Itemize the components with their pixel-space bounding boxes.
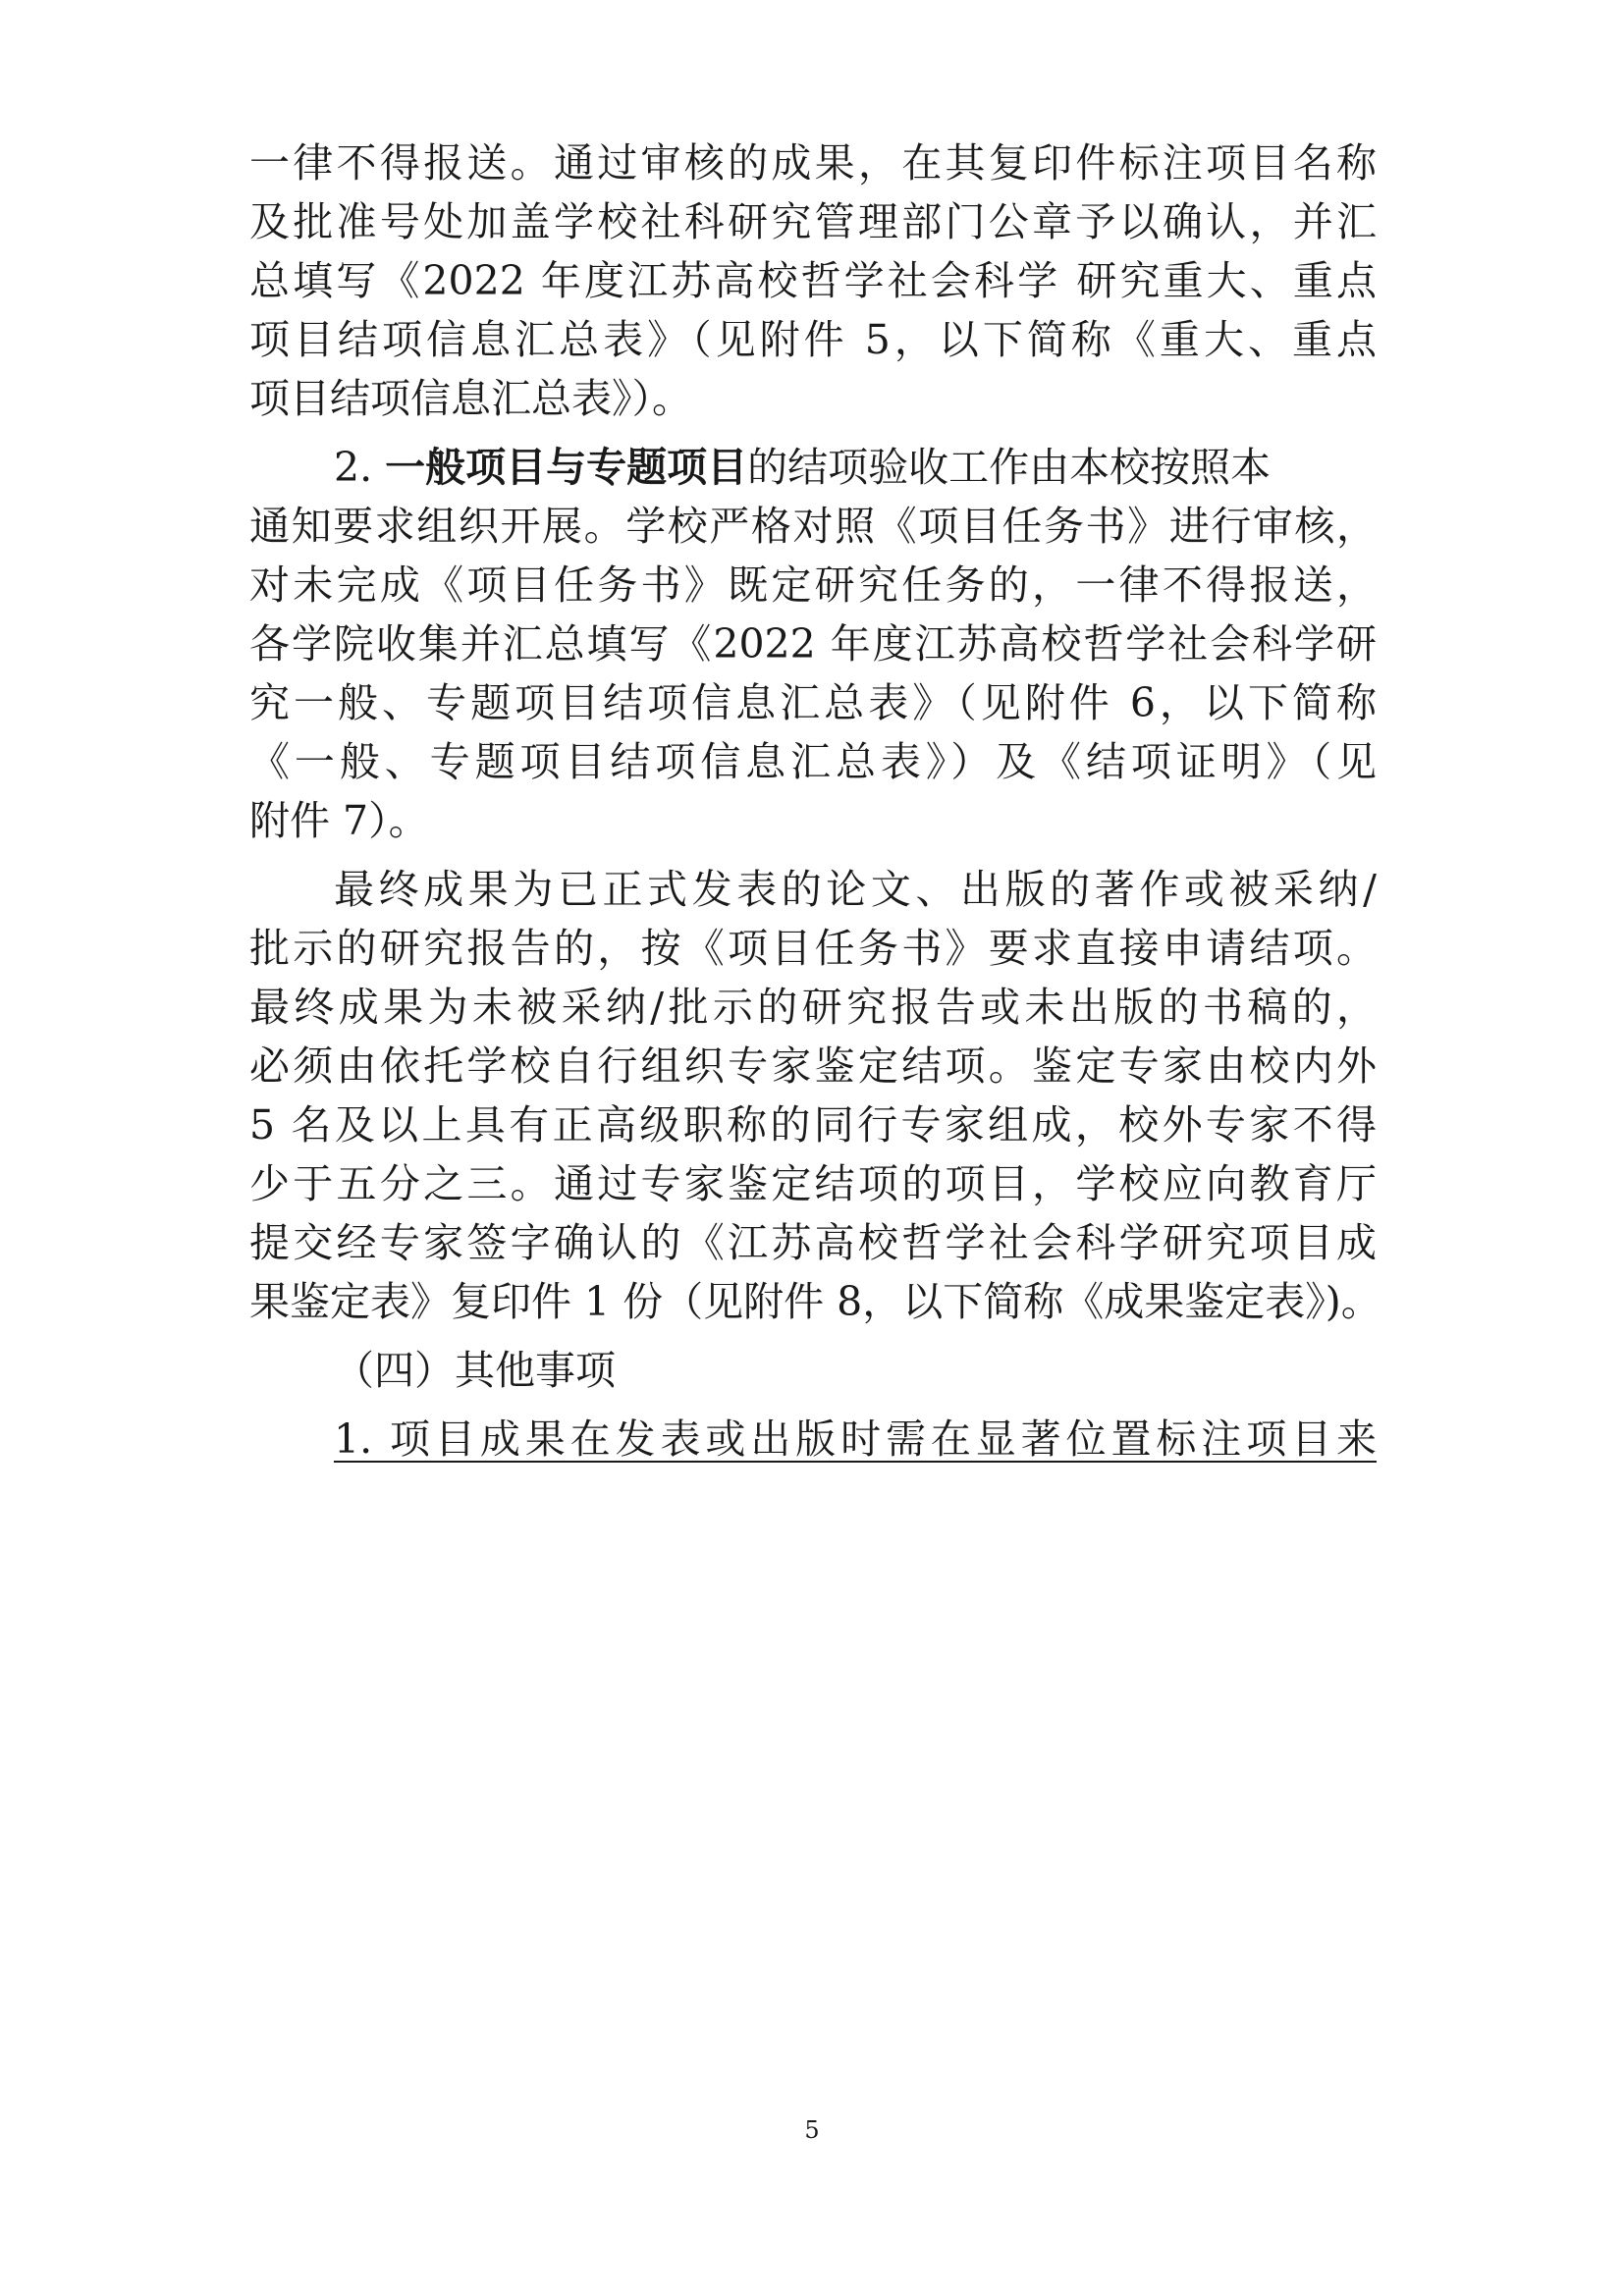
underlined-item-text: 1. 项目成果在发表或出版时需在显著位置标注项目来	[334, 1415, 1377, 1463]
body-text-line: 究一般、专题项目结项信息汇总表》（见附件 6，以下简称	[249, 679, 1377, 726]
body-text-line: 5 名及以上具有正高级职称的同行专家组成，校外专家不得	[249, 1101, 1377, 1148]
body-text-line: 一律不得报送。通过审核的成果，在其复印件标注项目名称	[249, 139, 1377, 187]
section-heading: （四）其他事项	[334, 1347, 616, 1394]
page-number: 5	[804, 2116, 820, 2144]
body-text-line: 项目结项信息汇总表》（见附件 5，以下简称《重大、重点	[249, 316, 1377, 363]
body-text-line: 对未完成《项目任务书》既定研究任务的，一律不得报送，	[249, 561, 1377, 609]
body-text-line: 批示的研究报告的，按《项目任务书》要求直接申请结项。	[249, 925, 1377, 972]
body-text-line: 必须由依托学校自行组织专家鉴定结项。鉴定专家由校内外	[249, 1042, 1377, 1090]
body-text-line: 附件 7）。	[249, 797, 429, 844]
body-text-line: 项目结项信息汇总表》）。	[249, 375, 692, 422]
item-number: 2.	[334, 444, 373, 491]
body-text-line: 总填写《2022 年度江苏高校哲学社会科学 研究重大、重点	[249, 257, 1377, 304]
body-text-line: 通知要求组织开展。学校严格对照《项目任务书》进行审核，	[249, 503, 1377, 550]
body-text-line: 最终成果为已正式发表的论文、出版的著作或被采纳/	[334, 866, 1377, 913]
body-text-line: 及批准号处加盖学校社科研究管理部门公章予以确认，并汇	[249, 198, 1377, 245]
paragraph-2-first-line	[334, 440, 1377, 495]
body-text-line: 果鉴定表》复印件 1 份（见附件 8，以下简称《成果鉴定表》)。	[249, 1278, 1381, 1325]
body-text-line: 提交经专家签字确认的《江苏高校哲学社会科学研究项目成	[249, 1219, 1377, 1266]
body-text-line: 最终成果为未被采纳/批示的研究报告或未出版的书稿的，	[249, 984, 1377, 1031]
body-text-line: 各学院收集并汇总填写《2022 年度江苏高校哲学社会科学研	[249, 620, 1377, 667]
body-text: 的结项验收工作由本校按照本	[747, 444, 1272, 491]
body-text-line: 少于五分之三。通过专家鉴定结项的项目，学校应向教育厅	[249, 1160, 1377, 1207]
body-text-line: 《一般、专题项目结项信息汇总表》）及《结项证明》（见	[249, 738, 1377, 785]
emphasis-text: 一般项目与专题项目	[385, 444, 748, 491]
